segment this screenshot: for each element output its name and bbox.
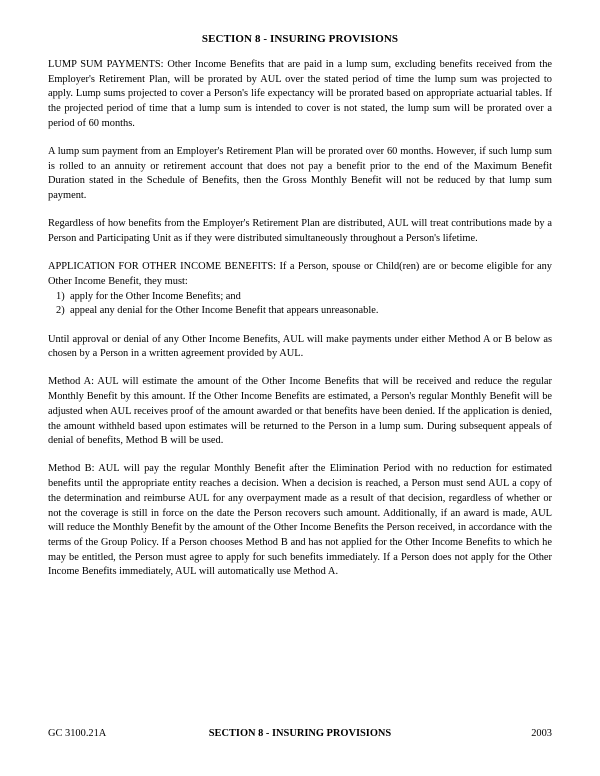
- paragraph-contributions: Regardless of how benefits from the Employer's Retirement Plan are distributed, AUL will treat contributions made by a Person and Participating Unit as if they were distributed simultaneously throughout a Person's lifetime.: [48, 218, 552, 245]
- paragraph-application-intro: APPLICATION FOR OTHER INCOME BENEFITS: If a Person, spouse or Child(ren) are or become eligible for any Other Income Benefit, they must:: [48, 261, 552, 287]
- footer-section-title: SECTION 8 - INSURING PROVISIONS: [208, 728, 392, 739]
- paragraph-until-approval: Until approval or denial of any Other Income Benefits, AUL will make payments under either Method A or B below as chosen by a Person in a written agreement provided by AUL.: [48, 333, 552, 360]
- list-item-label: apply for the Other Income Benefits; and: [70, 290, 241, 302]
- paragraph-lump-sum-payments: LUMP SUM PAYMENTS: Other Income Benefits that are paid in a lump sum, excluding benefits received from the Employer's Retirement Plan, will be prorated by AUL over the stated period of time the lump sum was projected to apply. Lump sums projected to cover a Person's life expectancy will be prorated based on appropriate actuarial tables. If the projected period of time that a lump sum is intended to cover is not stated, the lump sum will be prorated over a period of 60 months.: [48, 59, 552, 129]
- paragraph-lump-sum-rollover: A lump sum payment from an Employer's Retirement Plan will be prorated over 60 months. However, if such lump sum is rolled to an annuity or retirement account that does not pay a benefit prior to the end of the Maximum Benefit Duration stated in the Schedule of Benefits, then the Gross Monthly Benefit will not be reduced by that lump sum payment.: [48, 146, 552, 202]
- footer-form-number: GC 3100.21A: [48, 728, 107, 739]
- paragraph-method-b: Method B: AUL will pay the regular Monthly Benefit after the Elimination Period with no reduction for estimated benefits until the appropriate entity reaches a decision. When a decision is reached, a Person must send AUL a copy of the determination and reimburse AUL for any overpayment made as a result of that decision, regardless of whether or not the coverage is still in force on the date the Person recovers such amount. Additionally, if an award is made, AUL will reduce the Monthly Benefit by the amount of the Other Income Benefits the Person received, in accordance with the terms of the Group Policy. If a Person chooses Method B and has not applied for the Other Income Benefits to which he may be entitled, the Person must agree to apply for such benefits immediately. If a Person does not apply for the Other Income Benefits immediately, AUL will automatically use Method A.: [48, 463, 552, 578]
- footer-year: 2003: [531, 728, 552, 739]
- application-requirements-list: [48, 290, 552, 319]
- document-body: [48, 58, 552, 580]
- list-item: [48, 304, 552, 319]
- list-item-label: appeal any denial for the Other Income Benefit that appears unreasonable.: [70, 305, 379, 317]
- list-item-marker: 1): [56, 290, 65, 302]
- page-title: SECTION 8 - INSURING PROVISIONS: [201, 33, 399, 45]
- page-footer: [48, 728, 552, 744]
- paragraph-method-a: Method A: AUL will estimate the amount of the Other Income Benefits that will be received and reduce the regular Monthly Benefit by this amount. If the Other Income Benefits are estimated, a Person's regular Monthly Benefit will be adjusted when AUL receives proof of the amount awarded or that benefits have been denied. If the application is denied, the amount withheld based upon estimates will be returned to the Person in a lump sum. During subsequent appeals of denial of benefits, Method B will be used.: [48, 376, 552, 447]
- list-item: [48, 290, 552, 305]
- list-item-marker: 2): [56, 305, 65, 317]
